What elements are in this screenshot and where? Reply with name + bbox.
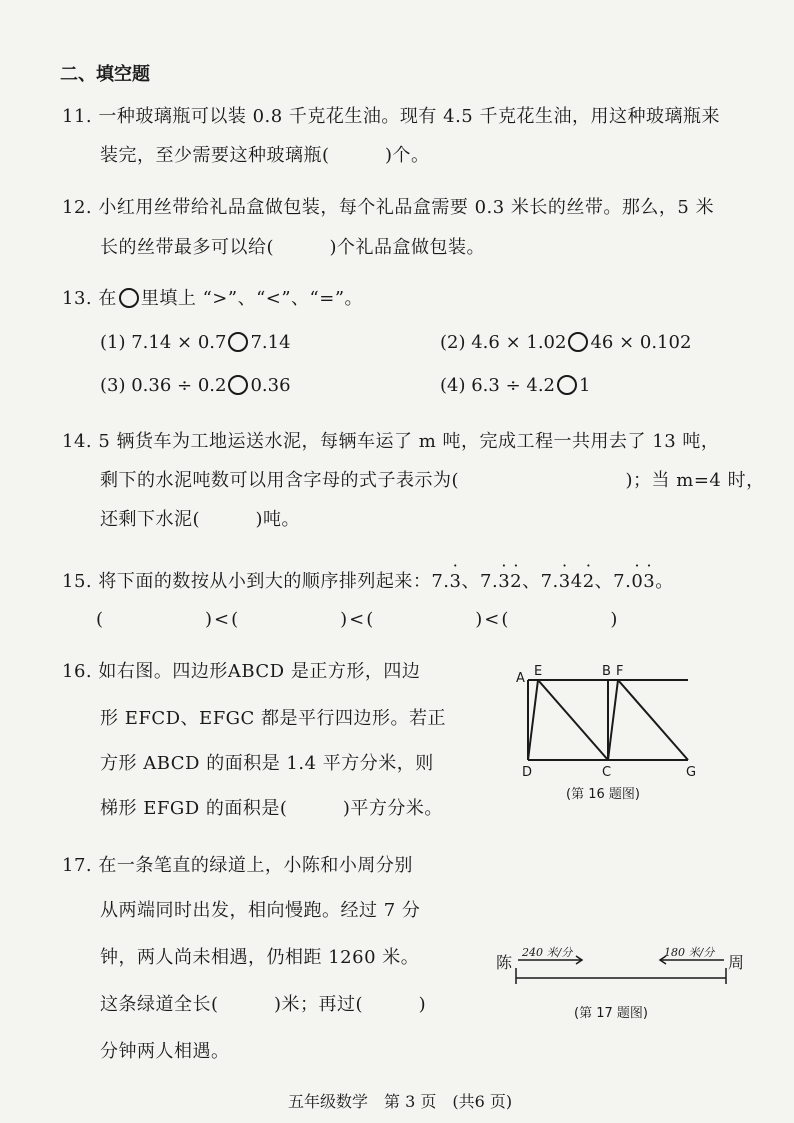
edge-FC — [608, 680, 618, 760]
q13-4-right: 1 — [579, 375, 591, 396]
edge-ED — [528, 680, 538, 760]
q13-3-circle[interactable] — [228, 375, 248, 395]
q13-1-left: (1) 7.14 × 0.7 — [100, 332, 227, 353]
q17-line3: 钟，两人尚未相遇，仍相距 1260 米。 — [100, 947, 420, 968]
q16-caption: (第 16 题图) — [566, 787, 640, 802]
label-C: C — [602, 765, 612, 780]
q13-4-circle[interactable] — [557, 375, 577, 395]
number-2: 7.· 3· 2 — [480, 571, 522, 592]
right-runner-speed: 180 米/分 — [664, 946, 715, 959]
q16-line2: 形 EFCD、EFGC 都是平行四边形。若正 — [100, 708, 447, 729]
q16-figure — [510, 662, 710, 782]
label-B: B — [602, 664, 611, 679]
q13-1-circle[interactable] — [228, 332, 248, 352]
number-3: 7.· 34· 2 — [541, 571, 595, 592]
label-E: E — [534, 664, 543, 679]
q13-4-left: (4) 6.3 ÷ 4.2 — [440, 375, 555, 396]
compare-circle — [119, 288, 139, 308]
q17-caption: (第 17 题图) — [574, 1006, 648, 1021]
q17-line2: 从两端同时出发，相向慢跑。经过 7 分 — [100, 900, 421, 921]
q13-item-1 — [100, 332, 291, 353]
q13-prefix: 13. 在 — [62, 288, 117, 309]
q13-item-3 — [100, 375, 291, 396]
q13-instruction — [62, 284, 363, 310]
q13-item-2 — [440, 332, 691, 353]
edge-EC — [538, 680, 608, 760]
q17-line1: 17. 在一条笔直的绿道上，小陈和小周分别 — [62, 855, 413, 876]
number-4: 7.· 0· 3 — [613, 571, 655, 592]
q14-line2: 剩下的水泥吨数可以用含字母的式子表示为( )；当 m=4 时， — [100, 470, 765, 491]
q15-answer-line: ( )<( )<( )<( ) — [96, 609, 620, 630]
q13-item-4 — [440, 375, 590, 396]
q14-line3: 还剩下水泥( )吨。 — [100, 509, 301, 530]
q14-line1: 14. 5 辆货车为工地运送水泥，每辆车运了 m 吨，完成工程一共用去了 13 吨， — [62, 431, 720, 452]
label-D: D — [522, 765, 533, 780]
q13-suffix: 里填上 “>”、“<”、“=”。 — [140, 288, 364, 309]
q17-figure — [490, 942, 750, 1002]
left-runner-name: 陈 — [496, 953, 513, 972]
label-A: A — [516, 671, 525, 686]
left-runner-speed: 240 米/分 — [522, 946, 573, 959]
q13-2-left: (2) 4.6 × 1.02 — [440, 332, 567, 353]
section-title: 二、填空题 — [60, 64, 150, 85]
q17-line5: 分钟两人相遇。 — [100, 1041, 230, 1062]
q17-line4: 这条绿道全长( )米；再过( ) — [100, 994, 427, 1015]
q13-2-right: 46 × 0.102 — [590, 332, 692, 353]
q11-line1: 11. 一种玻璃瓶可以装 0.8 千克花生油。现有 4.5 千克花生油，用这种玻璃瓶来 — [62, 106, 720, 127]
q15-prefix: 15. 将下面的数按从小到大的顺序排列起来： — [62, 571, 432, 592]
q16-line1: 16. 如右图。四边形ABCD 是正方形，四边 — [62, 661, 421, 682]
q16-line3: 方形 ABCD 的面积是 1.4 平方分米，则 — [100, 753, 434, 774]
q13-2-circle[interactable] — [568, 332, 588, 352]
q15-line1: 15. 将下面的数按从小到大的顺序排列起来：7.· 3、7.· 3· 2、7.· 34· 2、7.· 0· 3。 — [62, 567, 674, 593]
q12-line1: 12. 小红用丝带给礼品盒做包装，每个礼品盒需要 0.3 米长的丝带。那么，5 米 — [62, 197, 715, 218]
label-F: F — [616, 664, 624, 679]
q12-line2: 长的丝带最多可以给( )个礼品盒做包装。 — [100, 237, 486, 258]
page-footer: 五年级数学 第 3 页 (共6 页) — [288, 1092, 513, 1111]
q11-line2: 装完，至少需要这种玻璃瓶( )个。 — [100, 145, 430, 166]
number-1: 7.· 3 — [431, 571, 461, 592]
q13-1-right: 7.14 — [250, 332, 291, 353]
label-G: G — [686, 765, 697, 780]
q16-line4: 梯形 EFGD 的面积是( )平方分米。 — [100, 798, 443, 819]
q13-3-left: (3) 0.36 ÷ 0.2 — [100, 375, 227, 396]
q13-3-right: 0.36 — [250, 375, 291, 396]
edge-FG — [618, 680, 688, 760]
right-runner-name: 周 — [728, 953, 745, 972]
